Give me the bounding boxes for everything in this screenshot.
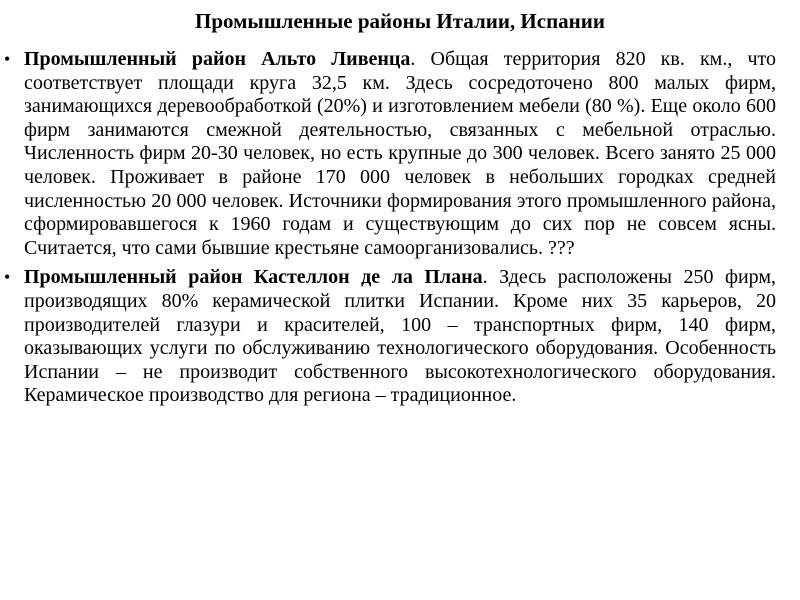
bullet-heading: Промышленный район Кастеллон де ла Плана	[24, 266, 483, 289]
bullet-text: . Общая территория 820 кв. км., что соответствует площади круга 32,5 км. Здесь сосредоточено 800 малых фирм, занимающихся деревообработкой (20%) и изготовлением мебели (80 %). Еще около 600 фирм занимаются смежной деятельностью, связанных с мебельной отраслью. Численность фирм 20-30 человек, но есть крупные до 300 человек. Всего занято 25 000 человек. Проживает в районе 170 000 человек в небольших городках средней численностью 20 000 человек. Источники формирования этого промышленного района, сформировавшегося к 1960 годам и существующим до сих пор не совсем ясны. Считается, что сами бывшие крестьяне самоорганизовались. ???	[24, 48, 776, 259]
bullet-item-castellon	[0, 266, 800, 408]
bullet-list	[0, 48, 800, 414]
bullet-marker-icon: •	[4, 267, 11, 288]
bullet-item-alto-livenza	[0, 48, 800, 260]
bullet-marker-icon: •	[4, 49, 11, 69]
slide-title: Промышленные районы Италии, Испании	[195, 9, 605, 33]
bullet-heading: Промышленный район Альто Ливенца	[24, 48, 411, 70]
bullet-text: . Здесь расположены 250 фирм, производящих 80% керамической плитки Испании. Кроме них 35 карьеров, 20 производителей глазури и красителей, 100 – транспортных фирм, 140 фирм, оказывающих услуги по обслуживанию технологического оборудования. Особенность Испании – не производит собственного высокотехнологического оборудования. Керамическое производство для региона – традиционное.	[24, 266, 776, 407]
